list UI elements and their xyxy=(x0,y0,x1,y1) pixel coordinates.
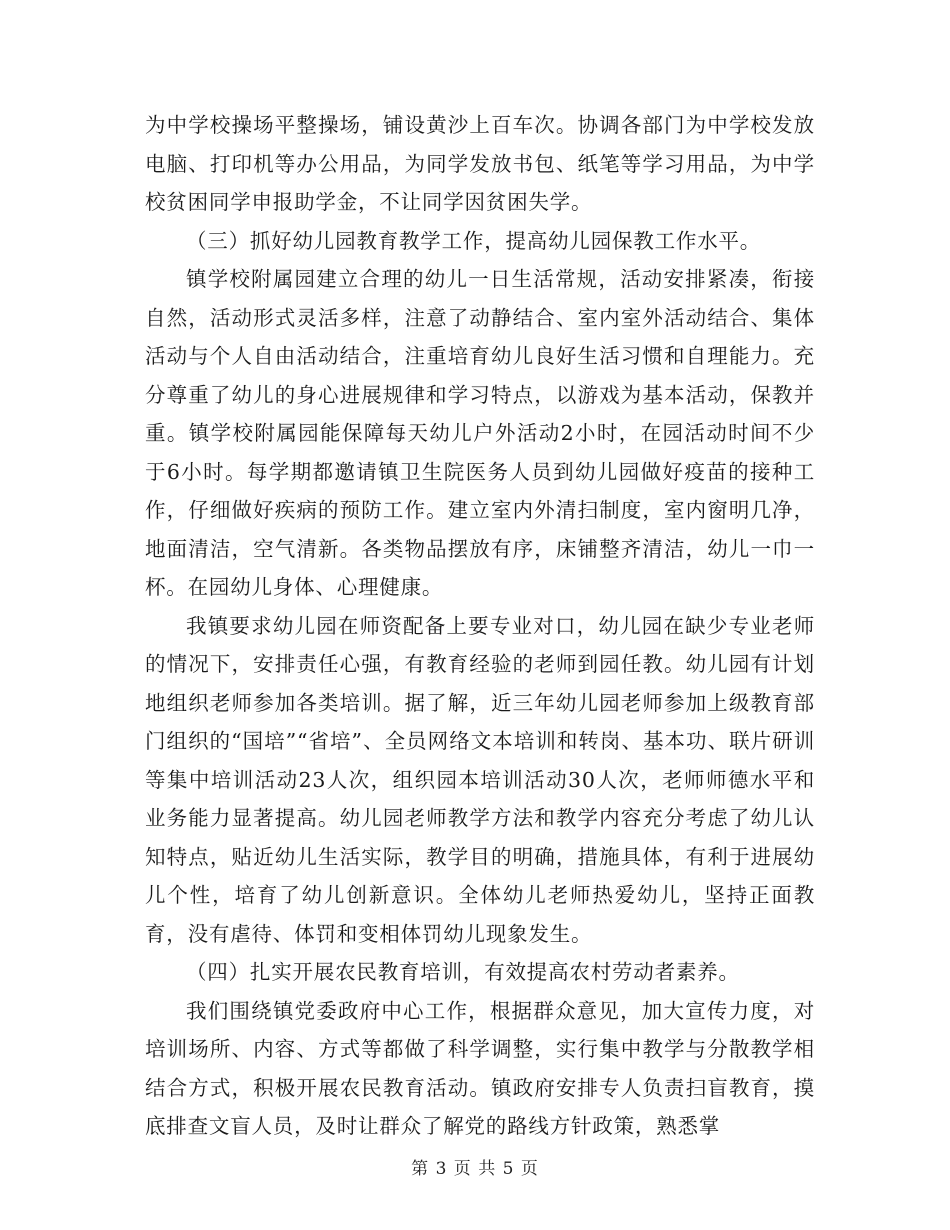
paragraph-teacher-training: 我镇要求幼儿园在师资配备上要专业对口，幼儿园在缺少专业老师的情况下，安排责任心强，有教育经验的老师到园任教。幼儿园有计划地组织老师参加各类培训。据了解，近三年幼儿园老师参加上级教育部门组织的“国培”“省培”、全员网络文本培训和转岗、基本功、联片研训等集中培训活动23人次，组织园本培训活动30人次，老师师德水平和业务能力显著提高。幼儿园老师教学方法和教学内容充分考虑了幼儿认知特点，贴近幼儿生活实际，教学目的明确，措施具体，有利于进展幼儿个性，培育了幼儿创新意识。全体幼儿老师热爱幼儿，坚持正面教育，没有虐待、体罚和变相体罚幼儿现象发生。 xyxy=(145,613,815,946)
paragraph-continuation: 为中学校操场平整操场，铺设黄沙上百车次。协调各部门为中学校发放电脑、打印机等办公用品，为同学发放书包、纸笔等学习用品，为中学校贫困同学申报助学金，不让同学因贫困失学。 xyxy=(145,113,815,214)
page-number-footer: 第 3 页 共 5 页 xyxy=(411,1159,539,1179)
paragraph-farmer-education: 我们围绕镇党委政府中心工作，根据群众意见，加大宣传力度，对培训场所、内容、方式等都做了科学调整，实行集中教学与分散教学相结合方式，积极开展农民教育活动。镇政府安排专人负责扫盲教育，摸底排查文盲人员，及时让群众了解党的路线方针政策，熟悉掌 xyxy=(145,998,815,1138)
paragraph-kindergarten-routine: 镇学校附属园建立合理的幼儿一日生活常规，活动安排紧凑，衔接自然，活动形式灵活多样，注意了动静结合、室内室外活动结合、集体活动与个人自由活动结合，注重培育幼儿良好生活习惯和自理能力。充分尊重了幼儿的身心进展规律和学习特点，以游戏为基本活动，保教并重。镇学校附属园能保障每天幼儿户外活动2小时，在园活动时间不少于6小时。每学期都邀请镇卫生院医务人员到幼儿园做好疫苗的接种工作，仔细做好疾病的预防工作。建立室内外清扫制度，室内窗明几净，地面清洁，空气清新。各类物品摆放有序，床铺整齐清洁，幼儿一巾一杯。在园幼儿身体、心理健康。 xyxy=(145,267,815,599)
section-heading-3: （三）抓好幼儿园教育教学工作，提高幼儿园保教工作水平。 xyxy=(186,228,762,253)
section-heading-4: （四）扎实开展农民教育培训，有效提高农村劳动者素养。 xyxy=(186,960,740,984)
body-text xyxy=(145,106,815,1146)
